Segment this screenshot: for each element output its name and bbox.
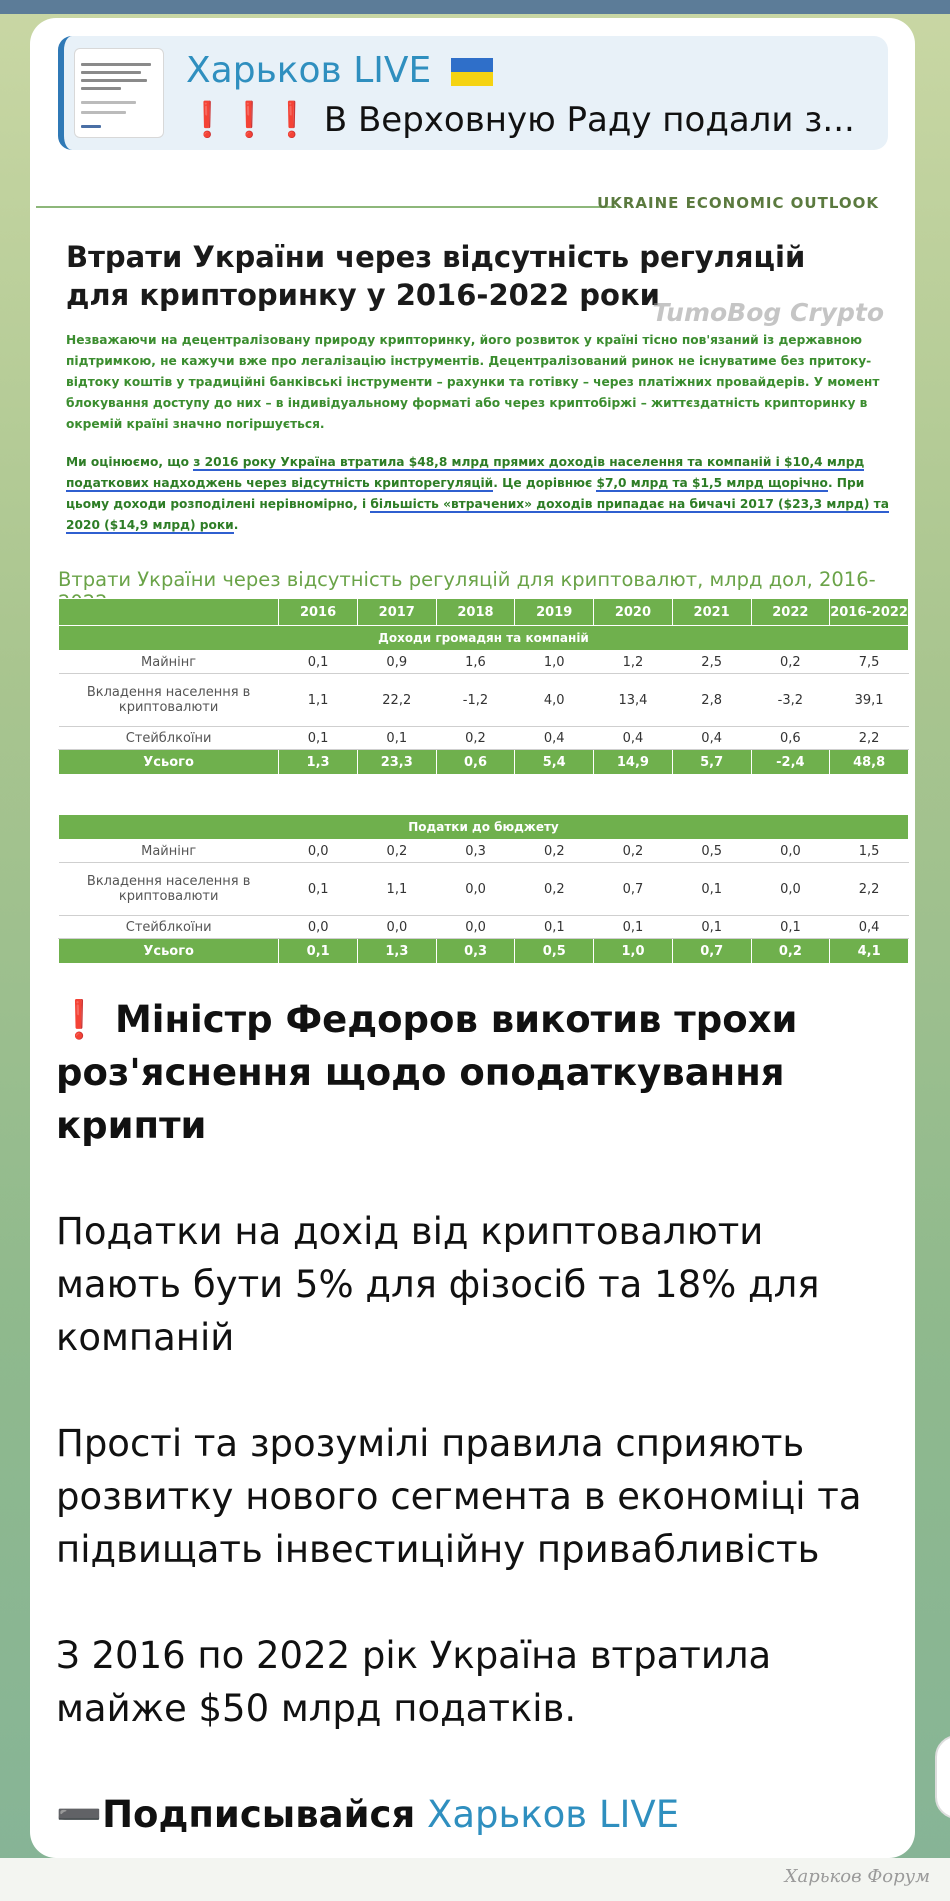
income-table <box>58 598 909 775</box>
report-image[interactable] <box>36 170 909 975</box>
table-cell: 1,0 <box>515 651 594 674</box>
table-cell: 0,7 <box>672 939 751 964</box>
table-cell: 2018 <box>436 599 515 626</box>
table-row <box>59 840 909 863</box>
table-cell: 1,0 <box>594 939 673 964</box>
table-cell: 0,2 <box>751 651 830 674</box>
reply-channel-name: Харьков LIVE <box>186 50 493 91</box>
table-cell: Майнінг <box>59 840 279 863</box>
reply-preview[interactable] <box>58 36 888 150</box>
table-cell: 0,0 <box>436 916 515 939</box>
exclamation-icon: ❗ <box>56 998 103 1041</box>
table-cell: 1,3 <box>358 939 437 964</box>
table-cell: 0,1 <box>279 727 358 750</box>
table-cell: Усього <box>59 750 279 775</box>
channel-link[interactable]: Харьков LIVE <box>427 1793 680 1836</box>
message-paragraph: З 2016 по 2022 рік Україна втратила майже $50 млрд податків. <box>56 1634 772 1730</box>
ukraine-flag-icon <box>451 58 493 86</box>
table-row <box>59 916 909 939</box>
table-cell: 2,2 <box>830 727 909 750</box>
table-cell: 2020 <box>594 599 673 626</box>
table-cell: 0,0 <box>751 840 830 863</box>
dash-icon: ➖ <box>56 1793 103 1836</box>
section-title: Доходи громадян та компаній <box>59 626 909 651</box>
table-cell: 0,2 <box>436 727 515 750</box>
table-cell: 2,8 <box>672 674 751 727</box>
table-cell: 2016 <box>279 599 358 626</box>
subscribe-line: ➖Подписывайся Харьков LIVE <box>56 1793 680 1836</box>
report-brand: UKRAINE ECONOMIC OUTLOOK <box>597 194 879 212</box>
table-cell: 2,5 <box>672 651 751 674</box>
table-cell: 7,5 <box>830 651 909 674</box>
table-cell: 0,1 <box>279 863 358 916</box>
table-cell: 0,6 <box>751 727 830 750</box>
table-row <box>59 651 909 674</box>
table-cell: 0,0 <box>279 916 358 939</box>
table-row <box>59 863 909 916</box>
table-cell: 2,2 <box>830 863 909 916</box>
table-cell: 1,3 <box>279 750 358 775</box>
table-cell: 4,0 <box>515 674 594 727</box>
table-cell: 0,1 <box>279 651 358 674</box>
tax-table <box>58 814 909 964</box>
table-cell: 0,4 <box>515 727 594 750</box>
table-cell: -3,2 <box>751 674 830 727</box>
table-cell: 0,3 <box>436 840 515 863</box>
table-row <box>59 727 909 750</box>
reply-thumbnail <box>74 48 164 138</box>
table-cell: 0,3 <box>436 939 515 964</box>
table-cell: 14,9 <box>594 750 673 775</box>
message-bubble <box>30 18 915 1858</box>
table-cell: 2021 <box>672 599 751 626</box>
table-cell: 0,0 <box>751 863 830 916</box>
table-cell: 0,4 <box>830 916 909 939</box>
table-cell: 13,4 <box>594 674 673 727</box>
table-cell: 0,2 <box>594 840 673 863</box>
table-cell: 0,2 <box>751 939 830 964</box>
table-cell: 0,2 <box>515 863 594 916</box>
table-cell: 0,9 <box>357 651 436 674</box>
report-paragraph-2: Ми оцінюємо, що з 2016 року Україна втратила $48,8 млрд прямих доходів населення та компаній і $10,4 млрд податкових надходжень через відсутність крипторегуляцій. Це дорівнює $7,0 млрд та $1,5 млрд щорічно. При цьому доходи розподілені нерівномірно, і більшість «втрачених» доходів припадає на бичачі 2017 ($23,3 млрд) та 2020 ($14,9 млрд) роки. <box>66 455 889 532</box>
table-cell: 4,1 <box>830 939 909 964</box>
table-cell: Майнінг <box>59 651 279 674</box>
table-cell: 0,1 <box>672 916 751 939</box>
table-cell: 1,2 <box>594 651 673 674</box>
exclamation-icon: ❗❗❗ <box>186 100 314 140</box>
table-cell: 23,3 <box>357 750 436 775</box>
table-header-row <box>59 599 909 626</box>
section-title: Податки до бюджету <box>59 815 909 840</box>
table-cell: 2016-2022 <box>830 599 909 626</box>
table-cell: 0,1 <box>279 939 358 964</box>
table-cell: 0,5 <box>672 840 751 863</box>
table-cell: 2019 <box>515 599 594 626</box>
table-caption: Втрати України через відсутність регуляцій для криптовалют, млрд дол, 2016- <box>58 568 876 591</box>
table-cell: 0,1 <box>672 863 751 916</box>
table-cell: Стейблкоїни <box>59 916 279 939</box>
table-cell: -1,2 <box>436 674 515 727</box>
table-cell: 0,1 <box>594 916 673 939</box>
table-cell: Усього <box>59 939 279 964</box>
table-cell: Стейблкоїни <box>59 727 279 750</box>
table-cell: 1,6 <box>436 651 515 674</box>
report-paragraph-1: Незважаючи на децентралізовану природу крипторинку, його розвиток у країні тісно пов'язаний із державною підтримкою, не кажучи вже про легалізацію інструментів. Децентралізований ринок не існуватиме без притоку-відтоку коштів у традиційні банківські інструменти – рахунки та готівку – через платіжних провайдерів. У момент блокування доступу до них – в індивідуальному форматі або через криптобіржі – життєздатність крипторинку в окремій країні значно погіршується. <box>66 333 880 431</box>
table-cell <box>59 599 279 626</box>
table-cell: 5,7 <box>672 750 751 775</box>
table-cell: 5,4 <box>515 750 594 775</box>
watermark: TumoBog Crypto <box>652 298 884 327</box>
table-section-row <box>59 815 909 840</box>
message-paragraph: Прості та зрозумілі правила сприяють розвитку нового сегмента в економіці та підвищать інвестиційну привабливість <box>56 1422 862 1571</box>
table-cell: 1,5 <box>830 840 909 863</box>
table-cell: -2,4 <box>751 750 830 775</box>
table-cell: 39,1 <box>830 674 909 727</box>
table-cell: 0,2 <box>515 840 594 863</box>
table-cell: 0,5 <box>515 939 594 964</box>
message-headline: ❗ Міністр Федоров викотив трохи роз'яснення щодо оподаткування крипти <box>56 998 798 1147</box>
table-cell: 0,1 <box>515 916 594 939</box>
table-cell: 0,0 <box>279 840 358 863</box>
table-cell: 1,1 <box>358 863 437 916</box>
table-cell: 0,0 <box>436 863 515 916</box>
message-paragraph: Податки на дохід від криптовалюти мають бути 5% для фізосіб та 18% для компаній <box>56 1210 820 1359</box>
table-row <box>59 674 909 727</box>
table-total-row <box>59 939 909 964</box>
table-cell: 0,4 <box>594 727 673 750</box>
table-cell: 0,2 <box>358 840 437 863</box>
table-cell: 0,0 <box>358 916 437 939</box>
table-total-row <box>59 750 909 775</box>
table-cell: 0,1 <box>357 727 436 750</box>
table-cell: Вкладення населення в криптовалюти <box>59 863 279 916</box>
table-cell: 22,2 <box>357 674 436 727</box>
message-text <box>56 993 886 1858</box>
reply-text: ❗❗❗ В Верховную Раду подали з... <box>186 100 855 140</box>
footer-bar <box>0 1858 950 1901</box>
footer-watermark: Харьков Форум <box>784 1866 930 1887</box>
table-cell: 0,1 <box>751 916 830 939</box>
table-cell: 2022 <box>751 599 830 626</box>
table-cell: 2017 <box>357 599 436 626</box>
table-cell: 48,8 <box>830 750 909 775</box>
status-bar <box>0 0 950 14</box>
side-action-button[interactable] <box>935 1735 950 1819</box>
divider <box>36 206 616 208</box>
table-cell: 0,4 <box>672 727 751 750</box>
table-cell: 0,7 <box>594 863 673 916</box>
table-cell: 1,1 <box>279 674 358 727</box>
table-cell: 0,6 <box>436 750 515 775</box>
table-section-row <box>59 626 909 651</box>
table-cell: Вкладення населення в криптовалюти <box>59 674 279 727</box>
report-title: Втрати України через відсутність регуляцій для крипторинку у 2016-2022 роки <box>66 240 806 312</box>
